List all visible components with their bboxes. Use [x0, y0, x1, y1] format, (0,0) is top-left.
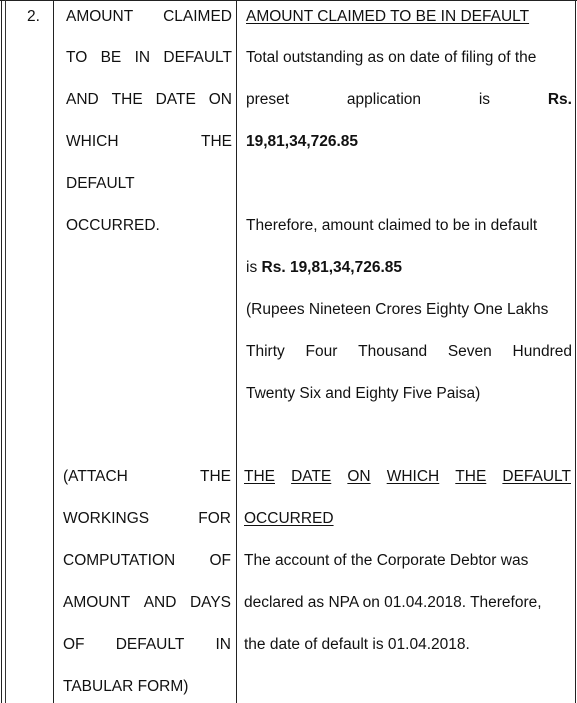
label-word: FOR	[198, 510, 231, 527]
heading-date-of-default	[244, 467, 571, 487]
label-line-2	[66, 48, 232, 68]
heading-date-of-default-line-2: OCCURRED	[244, 510, 334, 527]
label-word: AND	[143, 594, 177, 611]
label-word: CLAIMED	[163, 8, 232, 25]
text-word: Four	[305, 343, 338, 360]
label-word: DATE	[155, 91, 196, 108]
label-line-5: DEFAULT	[66, 175, 135, 192]
label-word: THE	[200, 468, 231, 485]
label-line-4	[66, 132, 232, 152]
heading-word: DEFAULT	[502, 468, 571, 485]
label-line-8	[63, 509, 231, 529]
words-line-1: (Rupees Nineteen Crores Eighty One Lakhs	[246, 301, 549, 318]
label-word: THE	[201, 133, 232, 150]
label-word: THE	[111, 91, 143, 108]
label-word: AND	[66, 91, 99, 108]
label-word: COMPUTATION	[63, 552, 176, 569]
text-word: preset	[246, 91, 290, 108]
text-word: is	[478, 91, 491, 108]
default-line-2	[246, 258, 402, 278]
text-word: Rs.	[547, 91, 572, 108]
table-left-inner-border	[5, 0, 6, 703]
heading-amount-claimed: AMOUNT CLAIMED TO BE IN DEFAULT	[246, 8, 530, 25]
table-right-border	[575, 0, 576, 703]
outstanding-line-2	[246, 90, 572, 110]
default-amount: Rs. 19,81,34,726.85	[261, 259, 402, 276]
default-line-1: Therefore, amount claimed to be in default	[246, 217, 538, 234]
label-line-3	[66, 90, 232, 110]
npa-line-3: the date of default is 01.04.2018.	[244, 636, 470, 653]
label-word: WORKINGS	[63, 510, 150, 527]
label-word: (ATTACH	[63, 468, 128, 485]
npa-line-1: The account of the Corporate Debtor was	[244, 552, 529, 569]
label-column-divider	[236, 0, 237, 703]
label-word: OF	[63, 636, 85, 653]
text-word: Hundred	[512, 343, 572, 360]
text-word: Thousand	[358, 343, 428, 360]
label-word: OF	[209, 552, 231, 569]
heading-word: DATE	[291, 468, 332, 485]
label-word: BE	[100, 49, 122, 66]
label-word: IN	[215, 636, 231, 653]
heading-word: THE	[455, 468, 487, 485]
text-word: Thirty	[246, 343, 285, 360]
text-word: Seven	[447, 343, 492, 360]
label-word: DAYS	[189, 594, 231, 611]
label-word: ON	[208, 91, 232, 108]
label-word: AMOUNT	[63, 594, 131, 611]
heading-word: ON	[347, 468, 371, 485]
label-line-1	[66, 7, 232, 27]
label-line-10	[63, 593, 231, 613]
label-line-6: OCCURRED.	[66, 217, 160, 234]
text-word: application	[346, 91, 422, 108]
outstanding-amount: 19,81,34,726.85	[246, 133, 359, 150]
words-line-3: Twenty Six and Eighty Five Paisa)	[246, 385, 481, 402]
label-line-12: TABULAR FORM)	[63, 678, 189, 695]
label-line-9	[63, 551, 231, 571]
label-word: TO	[66, 49, 88, 66]
npa-line-2: declared as NPA on 01.04.2018. Therefore,	[244, 594, 542, 611]
label-line-11	[63, 635, 231, 655]
label-word: IN	[134, 49, 151, 66]
label-line-7	[63, 467, 231, 487]
words-line-2	[246, 342, 572, 362]
heading-word: THE	[244, 468, 275, 485]
label-word: AMOUNT	[66, 8, 134, 25]
serial-number: 2.	[27, 8, 40, 25]
heading-word: WHICH	[386, 468, 440, 485]
table-top-border	[0, 0, 577, 1]
table-left-border	[1, 0, 2, 703]
serial-column-divider	[53, 0, 54, 703]
text-word: is	[246, 259, 258, 276]
label-word: DEFAULT	[115, 636, 185, 653]
outstanding-line-1: Total outstanding as on date of filing of the	[246, 49, 537, 66]
label-word: DEFAULT	[163, 49, 232, 66]
label-word: WHICH	[66, 133, 119, 150]
